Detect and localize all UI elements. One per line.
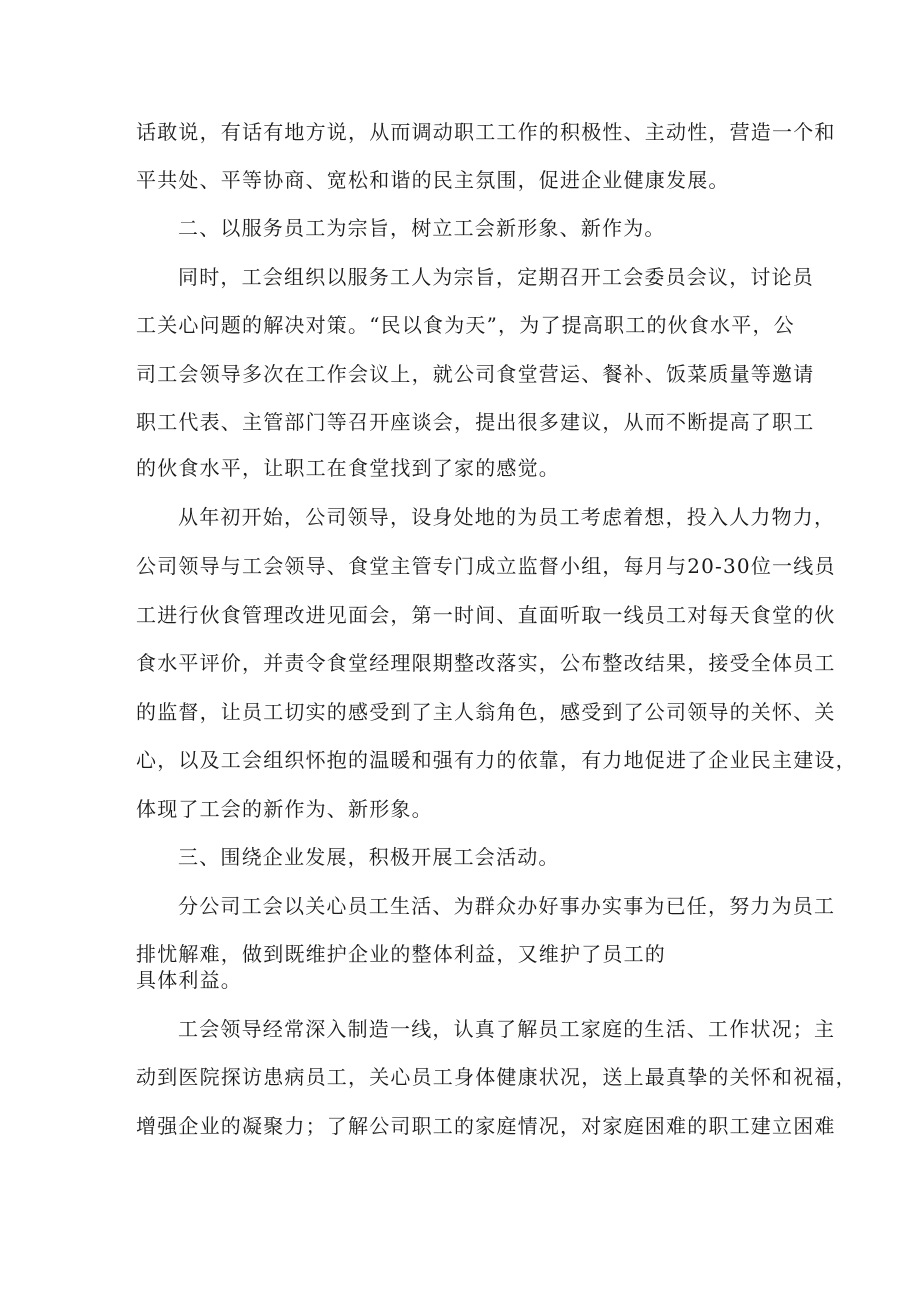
text-line: 动到医院探访患病员工，关心员工身体健康状况，送上最真挚的关怀和祝福， (136, 1065, 857, 1089)
text-line: 从年初开始，公司领导，设身处地的为员工考虑着想，投入人力物力， (178, 505, 836, 529)
text-line: 平共处、平等协商、宽松和谐的民主氛围，促进企业健康发展。 (136, 168, 730, 192)
text-line: 的伙食水平，让职工在食堂找到了家的感觉。 (136, 456, 560, 480)
text-line: 工关心问题的解决对策。“民以食为天”，为了提高职工的伙食水平，公 (136, 313, 795, 337)
text-line: 增强企业的凝聚力；了解公司职工的家庭情况，对家庭困难的职工建立困难 (136, 1114, 836, 1138)
text-line: 公司领导与工会领导、食堂主管专门成立监督小组，每月与20-30位一线员 (136, 554, 836, 578)
text-line: 同时，工会组织以服务工人为宗旨，定期召开工会委员会议，讨论员 (178, 265, 814, 289)
text-line: 职工代表、主管部门等召开座谈会，提出很多建议，从而不断提高了职工 (136, 410, 815, 434)
text-line: 司工会领导多次在工作会议上，就公司食堂营运、餐补、饭菜质量等邀请 (136, 362, 815, 386)
text-line: 心，以及工会组织怀抱的温暖和强有力的依靠，有力地促进了企业民主建设， (136, 748, 857, 772)
text-line: 体现了工会的新作为、新形象。 (136, 797, 433, 821)
text-line: 工进行伙食管理改进见面会，第一时间、直面听取一线员工对每天食堂的伙 (136, 603, 836, 627)
text-line: 的监督，让员工切实的感受到了主人翁角色，感受到了公司领导的关怀、关 (136, 700, 836, 724)
section-heading-2: 二、以服务员工为宗旨，树立工会新形象、新作为。 (178, 216, 666, 240)
text-line: 排忧解难，做到既维护企业的整体利益，又维护了员工的 (136, 942, 666, 966)
text-line: 食水平评价，并责令食堂经理限期整改落实，公布整改结果，接受全体员工 (136, 651, 836, 675)
text-line: 具体利益。 (136, 968, 242, 992)
text-line: 分公司工会以关心员工生活、为群众办好事办实事为已任，努力为员工 (178, 894, 836, 918)
text-line: 工会领导经常深入制造一线，认真了解员工家庭的生活、工作状况；主 (178, 1017, 836, 1041)
text-line: 话敢说，有话有地方说，从而调动职工工作的积极性、主动性，营造一个和 (136, 120, 836, 144)
section-heading-3: 三、围绕企业发展，积极开展工会活动。 (178, 845, 560, 869)
